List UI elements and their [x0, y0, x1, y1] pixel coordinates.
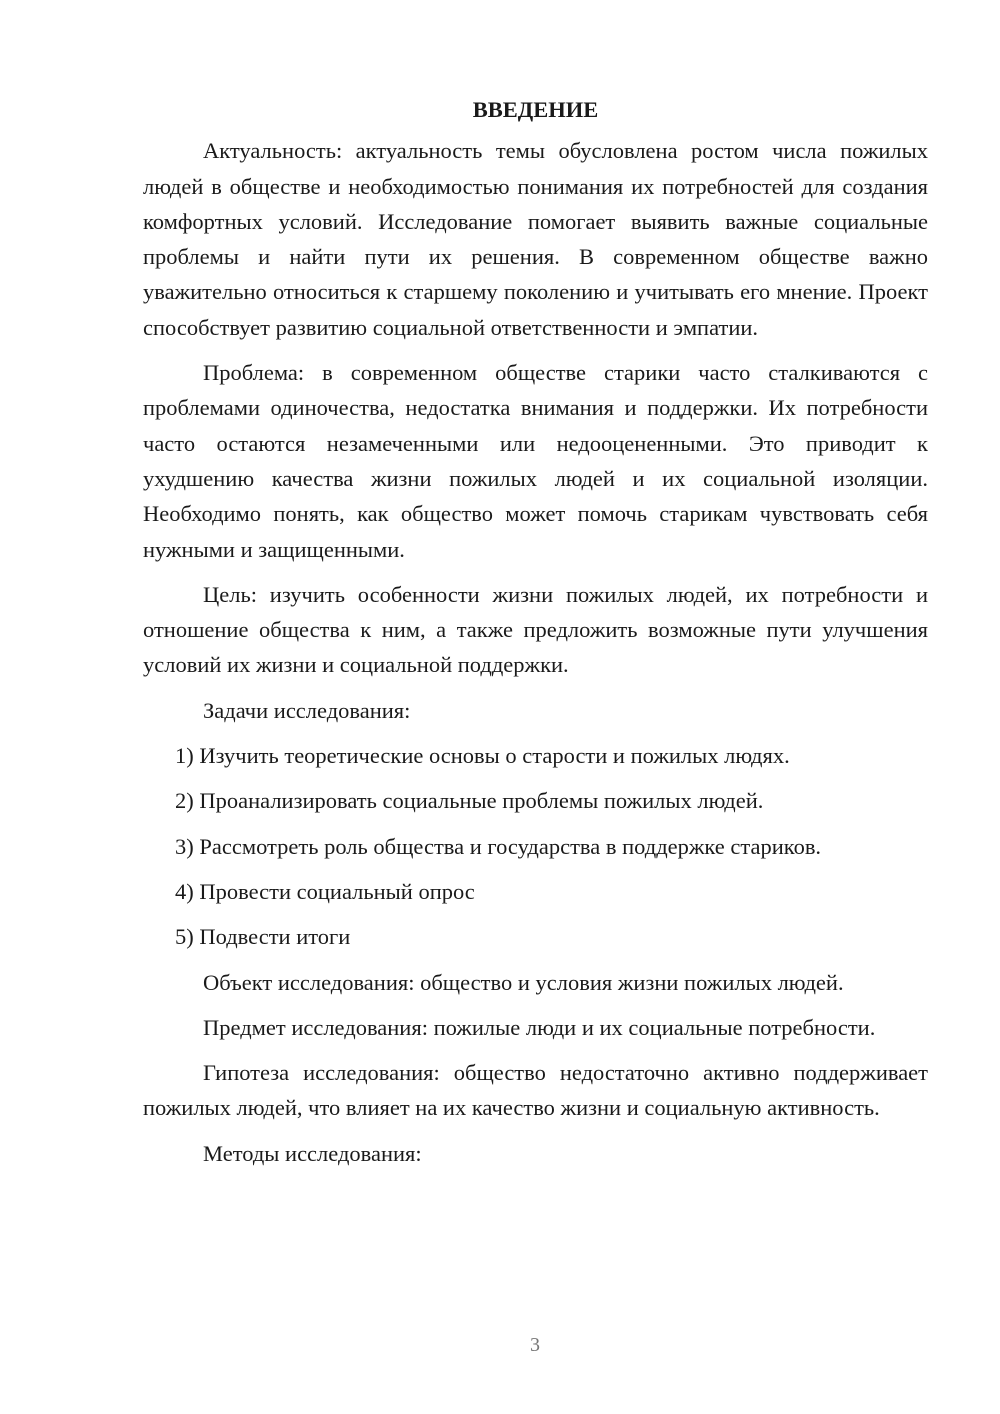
problem-paragraph: Проблема: в современном обществе старики часто сталкиваются с проблемами одиночества, недостатка внимания и поддержки. Их потребности часто остаются незамеченными или недооцененными. Это приводит к ухудшению качества жизни пожилых людей и их социальной изоляции. Необходимо понять, как общество может помочь старикам чувствовать себя нужными и защищенными.: [143, 360, 928, 562]
list-item: 3) Рассмотреть роль общества и государства в поддержке стариков.: [175, 833, 822, 859]
object-paragraph: Объект исследования: общество и условия жизни пожилых людей.: [203, 969, 844, 995]
goal-paragraph: Цель: изучить особенности жизни пожилых людей, их потребности и отношение общества к ним, а также предложить возможные пути улучшения условий их жизни и социальной поддержки.: [143, 581, 928, 678]
section-heading: ВВЕДЕНИЕ: [472, 97, 599, 122]
tasks-title: Задачи исследования:: [203, 697, 411, 723]
hypothesis-paragraph: Гипотеза исследования: общество недостаточно активно поддерживает пожилых людей, что влияет на их качество жизни и социальную активность.: [143, 1060, 928, 1121]
list-item: 4) Провести социальный опрос: [175, 878, 475, 904]
page-content: [143, 92, 928, 1181]
page-number: 3: [530, 1334, 540, 1356]
list-item: 5) Подвести итоги: [175, 924, 351, 950]
relevance-paragraph: Актуальность: актуальность темы обусловлена ростом числа пожилых людей в обществе и необходимостью понимания их потребностей для создания комфортных условий. Исследование помогает выявить важные социальные проблемы и найти пути их решения. В современном обществе важно уважительно относиться к старшему поколению и учитывать его мнение. Проект способствует развитию социальной ответственности и эмпатии.: [143, 138, 928, 340]
list-item: 2) Проанализировать социальные проблемы пожилых людей.: [175, 788, 764, 814]
tasks-list: [143, 738, 928, 954]
methods-title: Методы исследования:: [203, 1140, 422, 1166]
subject-paragraph: Предмет исследования: пожилые люди и их социальные потребности.: [203, 1014, 876, 1040]
list-item: 1) Изучить теоретические основы о старости и пожилых людях.: [175, 743, 790, 769]
